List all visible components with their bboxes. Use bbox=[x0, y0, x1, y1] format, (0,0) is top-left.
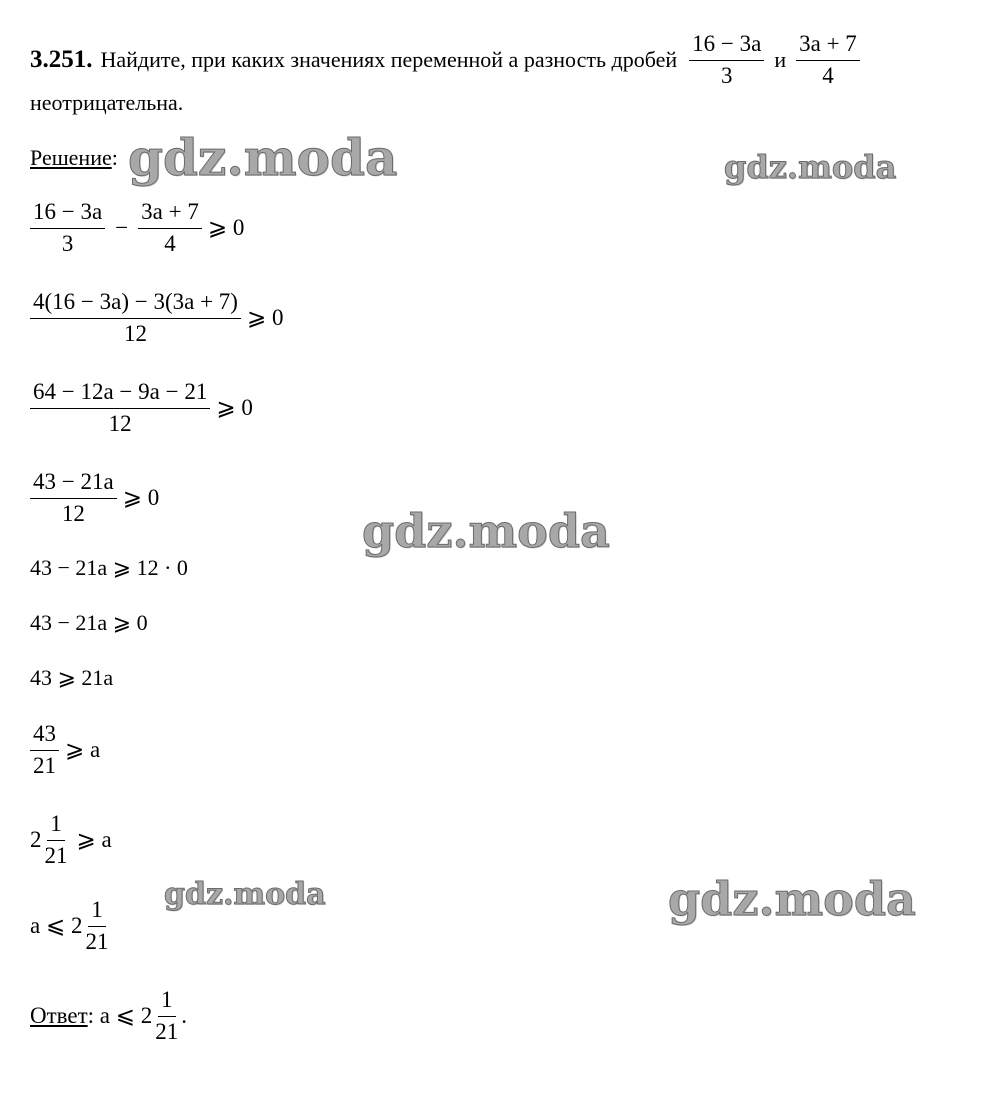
watermark: gdz.moda bbox=[724, 148, 897, 186]
fraction-denominator: 21 bbox=[85, 929, 109, 954]
fraction-denominator: 21 bbox=[44, 843, 68, 868]
step-fraction bbox=[138, 198, 202, 258]
fraction-numerator: 16 − 3a bbox=[30, 198, 105, 229]
solution-step-7: 43 ⩾ 21a bbox=[30, 665, 114, 690]
fraction-denominator: 21 bbox=[155, 1019, 179, 1044]
task-text: Найдите, при каких значениях переменной а разность дробей bbox=[100, 47, 678, 72]
step-relation: ⩾ a bbox=[65, 737, 101, 762]
fraction-denominator: 4 bbox=[164, 231, 176, 256]
task-conjunction: и bbox=[774, 47, 787, 72]
fraction-denominator: 21 bbox=[33, 753, 56, 778]
answer-line bbox=[30, 986, 187, 1046]
answer-end: . bbox=[181, 1003, 188, 1028]
fraction-numerator: 16 − 3a bbox=[689, 30, 764, 61]
mixed-whole: 2 bbox=[30, 827, 42, 852]
watermark: gdz.moda bbox=[128, 128, 398, 187]
solution-label bbox=[30, 145, 118, 171]
fraction-denominator: 12 bbox=[123, 321, 147, 346]
step-relation: ⩾ 0 bbox=[216, 395, 253, 420]
step-relation: ⩾ 0 bbox=[207, 215, 245, 240]
solution-step-9 bbox=[30, 810, 112, 870]
solution-step-2 bbox=[30, 288, 284, 348]
fraction-numerator: 1 bbox=[47, 810, 65, 841]
task-continuation: неотрицательна. bbox=[30, 90, 184, 115]
answer-label: Ответ bbox=[30, 1003, 88, 1028]
fraction-numerator: 1 bbox=[88, 896, 106, 927]
answer-lhs: : a ⩽ 2 bbox=[87, 1003, 153, 1028]
fraction-denominator: 12 bbox=[108, 411, 132, 436]
step-relation: ⩾ 0 bbox=[122, 485, 160, 510]
solution-label-text: Решение bbox=[30, 145, 112, 170]
step-fraction bbox=[30, 198, 105, 258]
step-fraction bbox=[82, 896, 111, 956]
step-fraction bbox=[30, 720, 59, 780]
fraction-numerator: 1 bbox=[158, 986, 176, 1017]
fraction-numerator: 64 − 12a − 9a − 21 bbox=[30, 378, 210, 409]
fraction-denominator: 3 bbox=[720, 63, 733, 88]
task-fraction-1 bbox=[689, 30, 764, 90]
step-fraction bbox=[42, 810, 71, 870]
fraction-denominator: 4 bbox=[822, 63, 834, 88]
step-fraction bbox=[30, 468, 117, 528]
watermark: gdz.moda bbox=[668, 872, 916, 926]
solution-step-10 bbox=[30, 896, 111, 956]
answer-fraction bbox=[152, 986, 181, 1046]
solution-step-1 bbox=[30, 198, 244, 258]
solution-step-6: 43 − 21a ⩾ 0 bbox=[30, 610, 148, 635]
solution-step-8 bbox=[30, 720, 100, 780]
fraction-numerator: 43 bbox=[30, 720, 59, 751]
fraction-numerator: 3a + 7 bbox=[796, 30, 860, 61]
solution-label-colon: : bbox=[111, 145, 118, 170]
fraction-numerator: 43 − 21a bbox=[30, 468, 117, 499]
step-fraction bbox=[30, 378, 210, 438]
solution-step-5: 43 − 21a ⩾ 12 · 0 bbox=[30, 555, 188, 580]
step-operator: − bbox=[115, 215, 129, 240]
step-relation: ⩾ a bbox=[76, 827, 112, 852]
step-relation: ⩾ 0 bbox=[246, 305, 284, 330]
fraction-numerator: 4(16 − 3a) − 3(3a + 7) bbox=[30, 288, 241, 319]
step-fraction bbox=[30, 288, 241, 348]
fraction-denominator: 3 bbox=[61, 231, 74, 256]
task-statement bbox=[30, 30, 860, 90]
watermark: gdz.moda bbox=[164, 877, 326, 912]
task-number: 3.251. bbox=[30, 46, 93, 73]
task-fraction-2 bbox=[796, 30, 860, 90]
solution-step-4 bbox=[30, 468, 159, 528]
watermark: gdz.moda bbox=[362, 504, 610, 558]
step-lhs: a ⩽ 2 bbox=[30, 913, 83, 938]
fraction-numerator: 3a + 7 bbox=[138, 198, 202, 229]
fraction-denominator: 12 bbox=[61, 501, 85, 526]
solution-step-3 bbox=[30, 378, 253, 438]
